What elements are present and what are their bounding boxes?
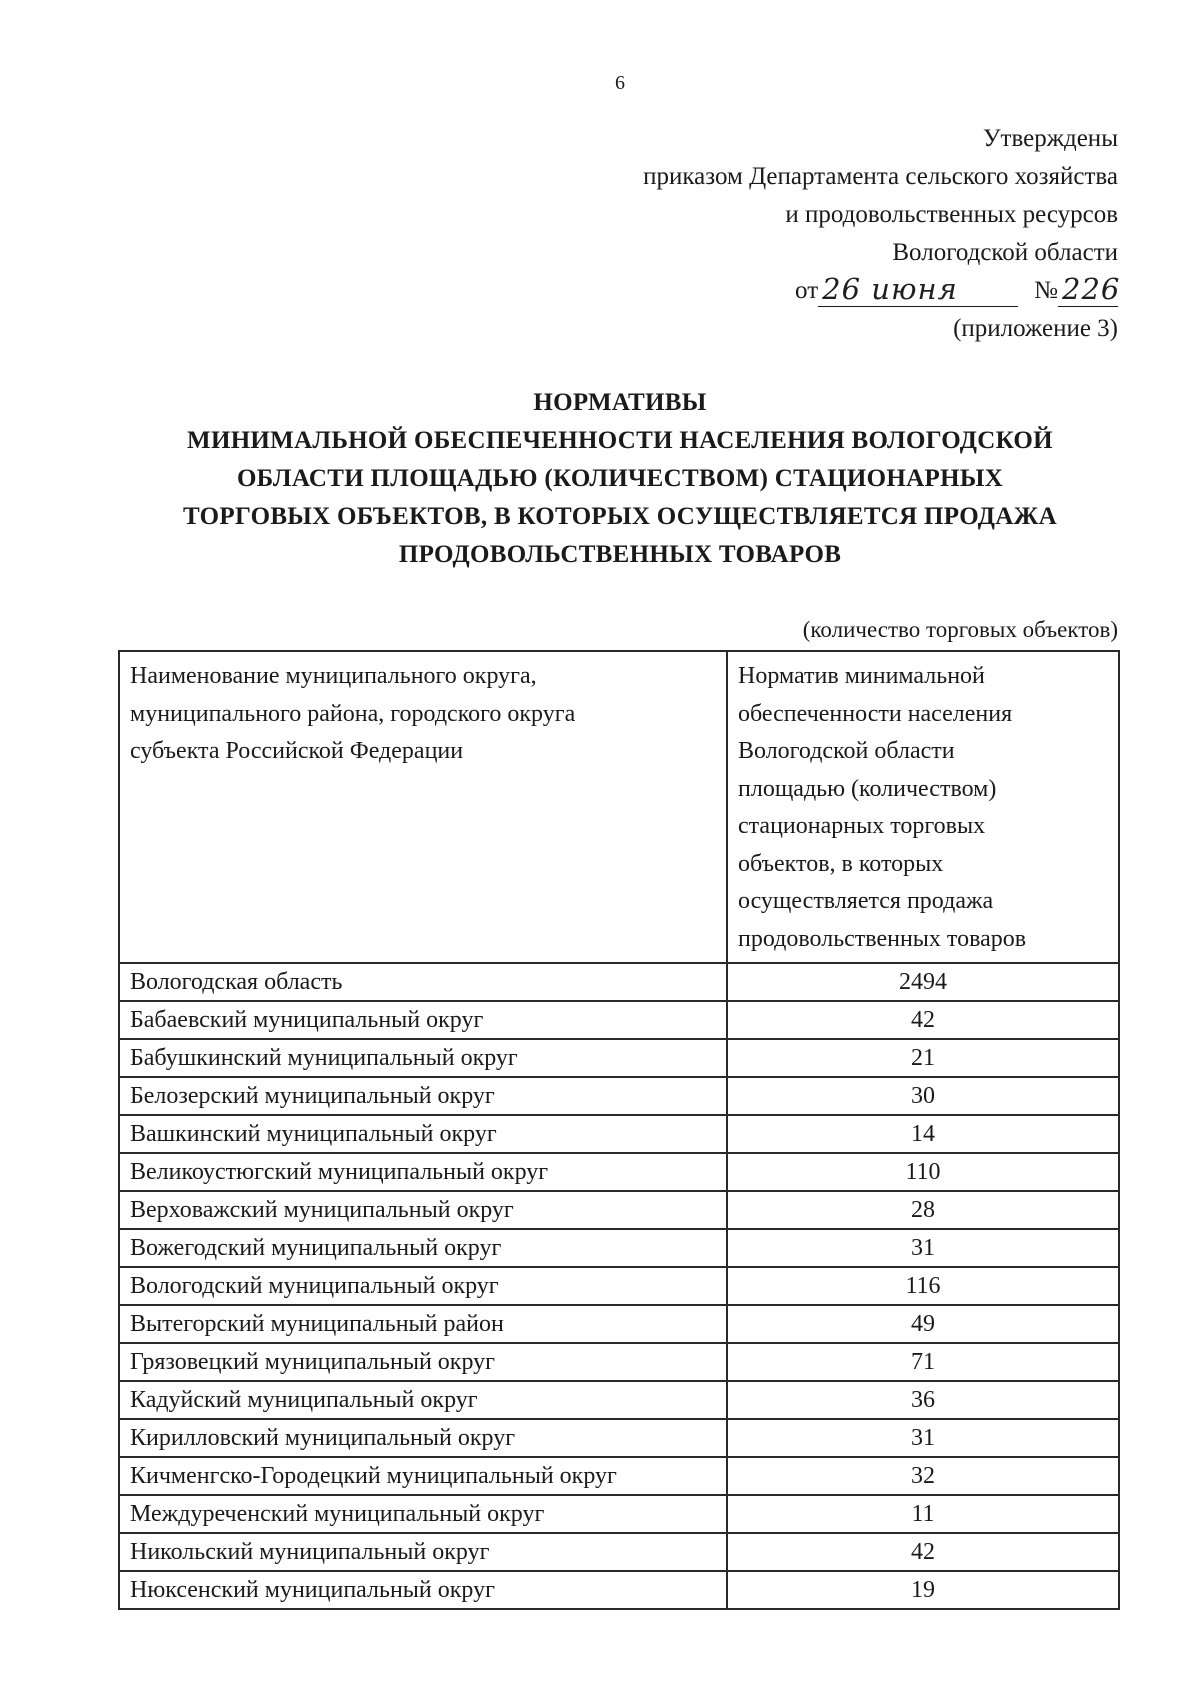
approval-line-1: Утверждены bbox=[982, 125, 1118, 152]
norm-value: 14 bbox=[727, 1115, 1119, 1153]
number-underline bbox=[1058, 306, 1118, 307]
norm-value: 31 bbox=[727, 1229, 1119, 1267]
norm-value: 11 bbox=[727, 1495, 1119, 1533]
table-row bbox=[119, 1077, 1119, 1115]
title-line-1: НОРМАТИВЫ bbox=[533, 389, 707, 416]
header-municipality bbox=[119, 651, 727, 963]
norm-value: 30 bbox=[727, 1077, 1119, 1115]
norm-value: 31 bbox=[727, 1419, 1119, 1457]
norm-value: 19 bbox=[727, 1571, 1119, 1609]
header-text: обеспеченности населения bbox=[738, 700, 1013, 727]
number-field bbox=[1058, 272, 1121, 310]
approval-line-4: Вологодской области bbox=[892, 239, 1118, 266]
approval-line-3: и продовольственных ресурсов bbox=[785, 201, 1118, 228]
municipality-name: Вытегорский муниципальный район bbox=[119, 1305, 727, 1343]
table-header-row bbox=[119, 651, 1119, 963]
norm-value: 49 bbox=[727, 1305, 1119, 1343]
municipality-name: Великоустюгский муниципальный округ bbox=[119, 1153, 727, 1191]
norm-value: 71 bbox=[727, 1343, 1119, 1381]
municipality-name: Кирилловский муниципальный округ bbox=[119, 1419, 727, 1457]
norm-value: 36 bbox=[727, 1381, 1119, 1419]
municipality-name: Вашкинский муниципальный округ bbox=[119, 1115, 727, 1153]
municipality-name: Кадуйский муниципальный округ bbox=[119, 1381, 727, 1419]
municipality-name: Нюксенский муниципальный округ bbox=[119, 1571, 727, 1609]
title-line-3: ОБЛАСТИ ПЛОЩАДЬЮ (КОЛИЧЕСТВОМ) СТАЦИОНАРНЫХ bbox=[236, 465, 1004, 492]
header-text: стационарных торговых bbox=[738, 813, 986, 839]
header-text: субъекта Российской Федерации bbox=[130, 738, 464, 764]
number-prefix: № bbox=[1034, 277, 1058, 304]
title-line-4: ТОРГОВЫХ ОБЪЕКТОВ, В КОТОРЫХ ОСУЩЕСТВЛЯЕТСЯ ПРОДАЖА bbox=[183, 503, 1057, 530]
header-text: Норматив минимальной bbox=[738, 663, 985, 689]
approval-block bbox=[518, 120, 1121, 348]
norm-value: 32 bbox=[727, 1457, 1119, 1495]
municipality-name: Никольский муниципальный округ bbox=[119, 1533, 727, 1571]
table-row bbox=[119, 963, 1119, 1001]
annex-label: (приложение 3) bbox=[953, 315, 1118, 342]
municipality-name: Бабушкинский муниципальный округ bbox=[119, 1039, 727, 1077]
header-text: Вологодской области bbox=[738, 738, 955, 764]
approval-date-line bbox=[518, 272, 1121, 310]
municipality-name: Бабаевский муниципальный округ bbox=[119, 1001, 727, 1039]
municipality-name: Вологодская область bbox=[119, 963, 727, 1001]
header-text: площадью (количеством) bbox=[738, 775, 997, 802]
table-row bbox=[119, 1267, 1119, 1305]
municipality-name: Белозерский муниципальный округ bbox=[119, 1077, 727, 1115]
date-field bbox=[818, 272, 1018, 310]
norm-value: 28 bbox=[727, 1191, 1119, 1229]
handwritten-date: 26 июня bbox=[822, 272, 958, 306]
header-text: Наименование муниципального округа, bbox=[130, 663, 537, 689]
table-row bbox=[119, 1115, 1119, 1153]
norm-value: 42 bbox=[727, 1001, 1119, 1039]
table-row bbox=[119, 1153, 1119, 1191]
table-row bbox=[119, 1495, 1119, 1533]
date-prefix: от bbox=[795, 277, 819, 304]
header-text: продовольственных товаров bbox=[738, 925, 1027, 952]
header-text: муниципального района, городского округа bbox=[130, 700, 576, 727]
date-underline bbox=[818, 306, 1018, 307]
table-row bbox=[119, 1229, 1119, 1267]
table-row bbox=[119, 1039, 1119, 1077]
municipality-name: Вожегодский муниципальный округ bbox=[119, 1229, 727, 1267]
header-text: осуществляется продажа bbox=[738, 888, 994, 914]
page-number: 6 bbox=[615, 72, 625, 94]
header-norm bbox=[727, 651, 1119, 963]
handwritten-number: 226 bbox=[1062, 272, 1121, 306]
municipality-name: Верховажский муниципальный округ bbox=[119, 1191, 727, 1229]
approval-line-2: приказом Департамента сельского хозяйства bbox=[643, 163, 1118, 190]
norm-value: 110 bbox=[727, 1153, 1119, 1191]
table-row bbox=[119, 1305, 1119, 1343]
header-text: объектов, в которых bbox=[738, 850, 944, 877]
municipality-name: Междуреченский муниципальный округ bbox=[119, 1495, 727, 1533]
table-row bbox=[119, 1419, 1119, 1457]
norm-value: 116 bbox=[727, 1267, 1119, 1305]
unit-note: (количество торговых объектов) bbox=[802, 617, 1118, 642]
table-row bbox=[119, 1533, 1119, 1571]
table-row bbox=[119, 1381, 1119, 1419]
title-line-2: МИНИМАЛЬНОЙ ОБЕСПЕЧЕННОСТИ НАСЕЛЕНИЯ ВОЛОГОДСКОЙ bbox=[187, 427, 1053, 454]
municipality-name: Кичменгско-Городецкий муниципальный округ bbox=[119, 1457, 727, 1495]
norm-value: 21 bbox=[727, 1039, 1119, 1077]
norm-value: 42 bbox=[727, 1533, 1119, 1571]
table-row bbox=[119, 1343, 1119, 1381]
table-row bbox=[119, 1191, 1119, 1229]
table-row bbox=[119, 1457, 1119, 1495]
document-title bbox=[110, 384, 1130, 574]
norm-value: 2494 bbox=[727, 963, 1119, 1001]
table-row bbox=[119, 1571, 1119, 1609]
table-row bbox=[119, 1001, 1119, 1039]
title-line-5: ПРОДОВОЛЬСТВЕННЫХ ТОВАРОВ bbox=[398, 541, 842, 568]
municipality-name: Вологодский муниципальный округ bbox=[119, 1267, 727, 1305]
norms-table bbox=[118, 650, 1120, 1610]
municipality-name: Грязовецкий муниципальный округ bbox=[119, 1343, 727, 1381]
